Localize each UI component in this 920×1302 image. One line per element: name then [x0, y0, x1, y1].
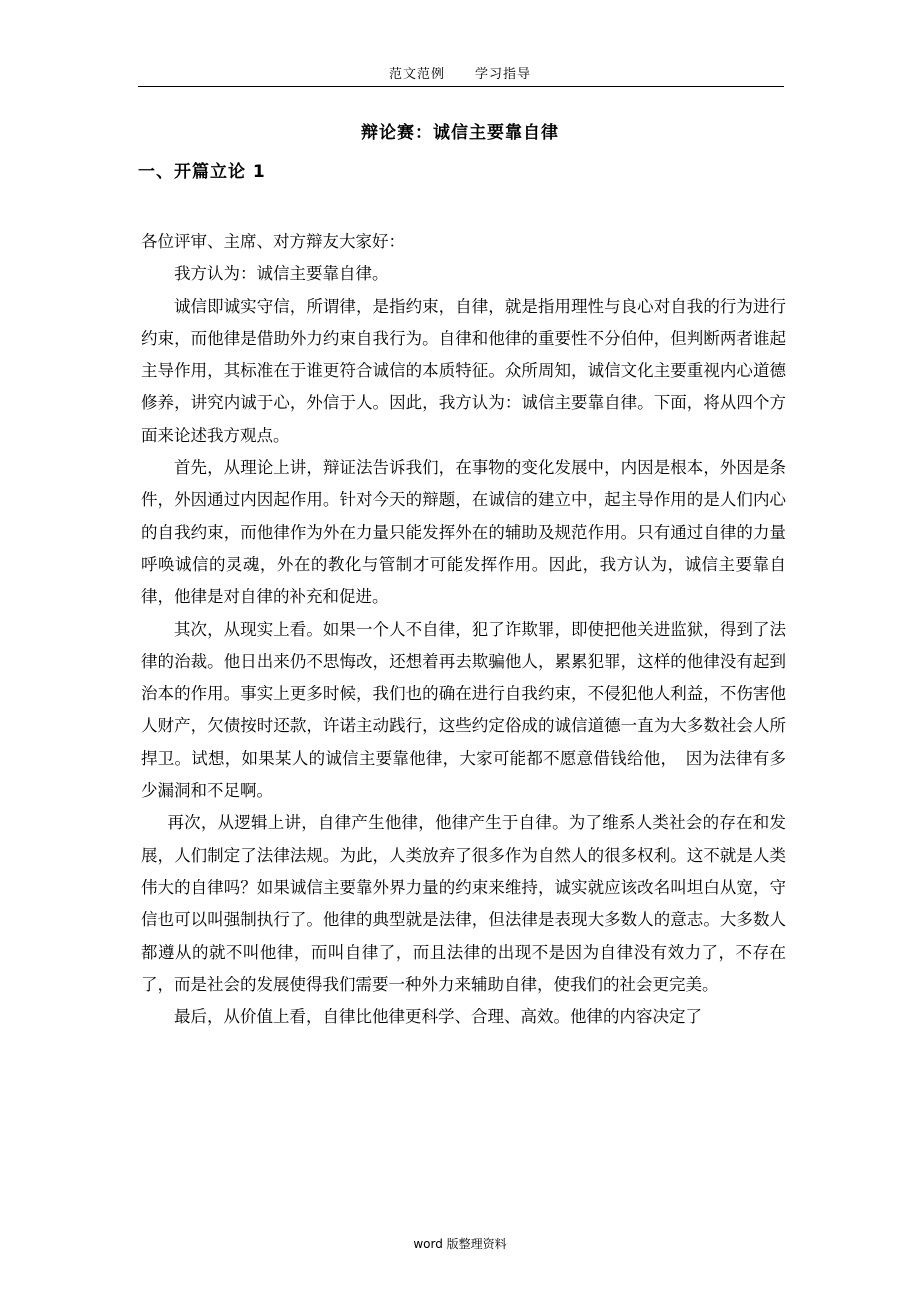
page-header: [0, 63, 920, 82]
section-heading: 一、开篇立论 1: [138, 162, 266, 182]
paragraph-third-point: 再次，从逻辑上讲，自律产生他律，他律产生于自律。为了维系人类社会的存在和发展，人们制定了法律法规。为此，人类放弃了很多作为自然人的很多权利。这不就是人类伟大的自律吗？如果诚信主要靠外界力量的约束来维持，诚实就应该改名叫坦白从宽，守信也可以叫强制执行了。他律的典型就是法律，但法律是表现大多数人的意志。大多数人都遵从的就不叫他律，而叫自律了，而且法律的出现不是因为自律没有效力了，不存在了，而是社会的发展使得我们需要一种外力来辅助自律，使我们的社会更完美。: [141, 813, 786, 994]
document-title: 辩论赛：诚信主要靠自律: [361, 123, 559, 143]
paragraph-greeting: 各位评审、主席、对方辩友大家好：: [141, 232, 405, 251]
paragraph-thesis: 我方认为：诚信主要靠自律。: [174, 264, 389, 284]
header-right-label: 学习指导: [475, 67, 532, 82]
paragraph-first-point: 首先，从理论上讲，辩证法告诉我们，在事物的变化发展中，内因是根本，外因是条件，外因通过内因起作用。针对今天的辩题，在诚信的建立中，起主导作用的是人们内心的自我约束，而他律作为外在力量只能发挥外在的辅助及规范作用。只有通过自律的力量呼唤诚信的灵魂，外在的教化与管制才可能发挥作用。因此，我方认为，诚信主要靠自律，他律是对自律的补充和促进。: [141, 458, 786, 607]
document-body: [141, 226, 786, 1033]
page-footer: word 版整理资料: [413, 1237, 507, 1251]
paragraph-second-point: 其次，从现实上看。如果一个人不自律，犯了诈欺罪，即使把他关进监狱，得到了法律的治裁。他日出来仍不思悔改，还想着再去欺骗他人，累累犯罪，这样的他律没有起到治本的作用。事实上更多时候，我们也的确在进行自我约束，不侵犯他人利益，不伤害他人财产，欠债按时还款，许诺主动践行，这些约定俗成的诚信道德一直为大多数社会人所捍卫。试想，如果某人的诚信主要靠他律，大家可能都不愿意借钱给他， 因为法律有多少漏洞和不足啊。: [141, 619, 786, 801]
paragraph-fourth-point: 最后，从价值上看，自律比他律更科学、合理、高效。他律的内容决定了: [174, 1007, 702, 1027]
header-left-label: 范文范例: [388, 67, 445, 82]
paragraph-definition: 诚信即诚实守信，所谓律，是指约束，自律，就是指用理性与良心对自我的行为进行约束，而他律是借助外力约束自我行为。自律和他律的重要性不分伯仲，但判断两者谁起主导作用，其标准在于谁更符合诚信的本质特征。众所周知，诚信文化主要重视内心道德修养，讲究内诚于心，外信于人。因此，我方认为：诚信主要靠自律。下面，将从四个方面来论述我方观点。: [141, 296, 786, 445]
header-divider: [138, 86, 784, 87]
